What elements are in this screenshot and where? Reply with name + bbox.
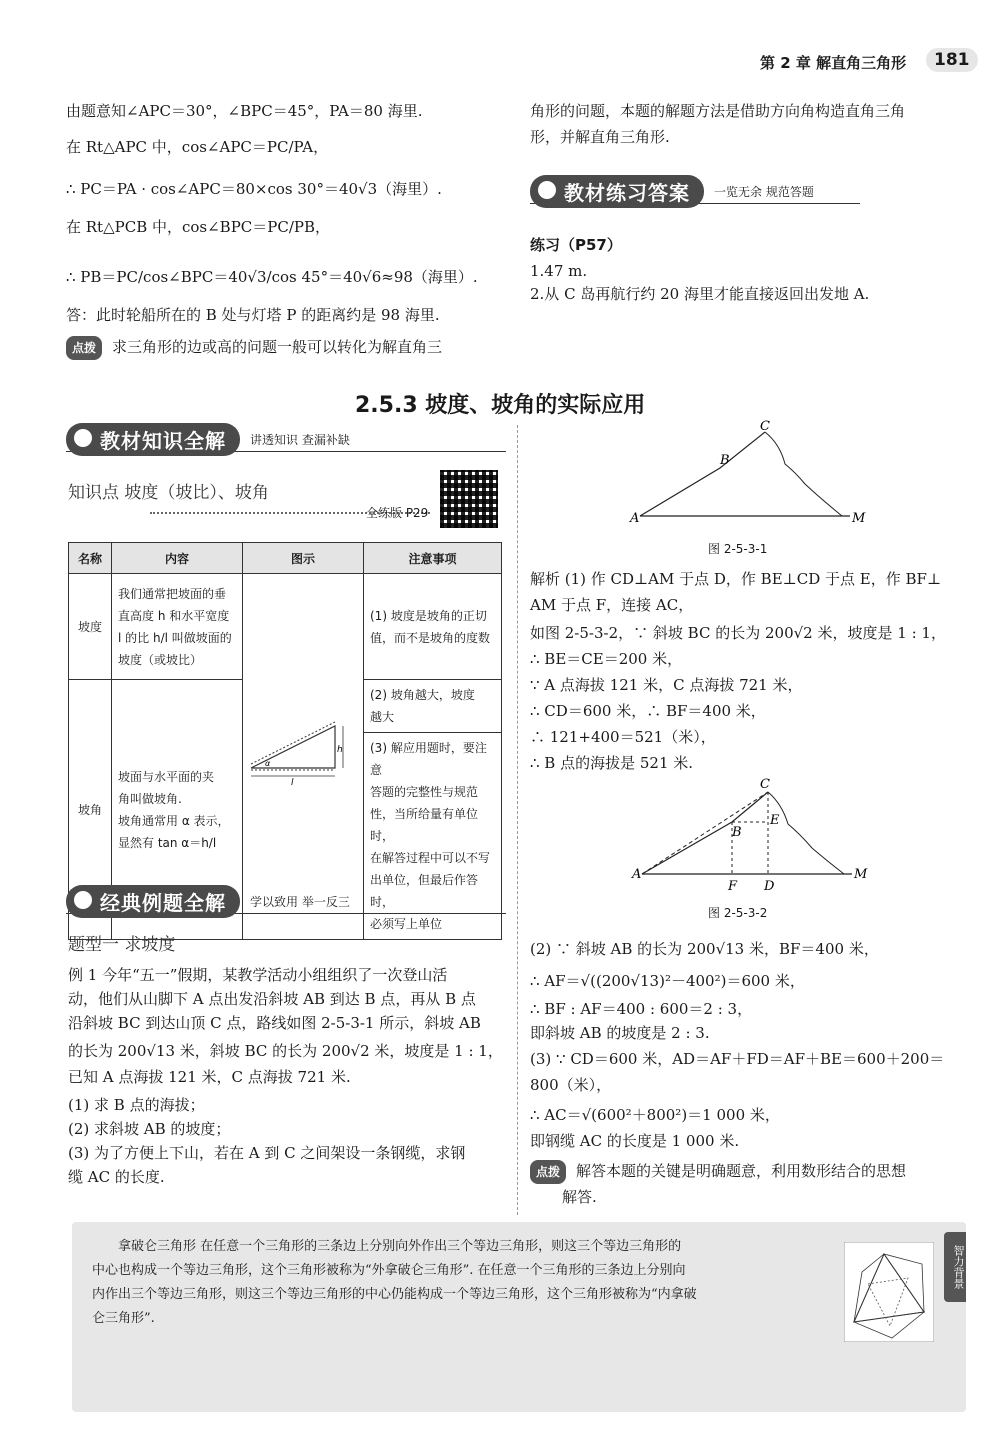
alpha-label: α [265,759,271,768]
workbook-ref: 全练版 P29 [366,506,429,520]
solution-line: ∴ AC＝√(600²＋800²)＝1 000 米， [530,1106,780,1124]
knowledge-point-title: 知识点 坡度（坡比）、坡角 [68,483,269,503]
row-name: 坡度 [69,574,112,680]
example-line: 缆 AC 的长度. [68,1168,165,1186]
example-line: 动，他们从山脚下 A 点出发沿斜坡 AB 到达 B 点，再从 B 点 [68,990,476,1008]
example-line: (1) 求 B 点的海拔； [68,1096,205,1114]
solution-line: ∴ CD＝600 米，∴ BF＝400 米， [530,702,766,720]
solution-line: ∴ BE＝CE＝200 米， [530,650,683,668]
label-B: B [720,453,730,468]
dianbo-badge: 点拨 [530,1160,566,1184]
practice-item: 1.47 m. [530,262,588,280]
row-name: 坡角 [69,680,112,940]
tip-text: 解答本题的关键是明确题意，利用数形结合的思想 [576,1162,907,1180]
example-line: 的长为 200√13 米，斜坡 BC 的长为 200√2 米，坡度是 1 : 1， [68,1042,503,1060]
figure-2-5-3-2 [620,772,870,902]
knowledge-table [68,542,502,940]
knowledge-banner: 教材知识全解 讲透知识 查漏补缺 [66,424,506,454]
solution-line: (2) ∵ 斜坡 AB 的长为 200√13 米，BF＝400 米， [530,940,879,958]
mountain-back [765,432,842,516]
label-F: F [728,879,738,894]
solution-line: ∴ BF : AF＝400 : 600＝2 : 3， [530,1000,753,1018]
solution-line: 800（米）， [530,1076,612,1094]
practice-item: 2.从 C 岛再航行约 20 海里才能直接返回出发地 A. [530,285,870,303]
example-line: 沿斜坡 BC 到达山顶 C 点，路线如图 2-5-3-1 所示，斜坡 AB [68,1014,481,1032]
figure-caption: 图 2-5-3-1 [708,542,768,556]
label-M: M [852,511,866,526]
tip-line [66,336,442,360]
chapter-header: 第 2 章 解直角三角形 [760,54,907,72]
row-content: 我们通常把坡面的垂 直高度 h 和水平宽度 l 的比 h/l 叫做坡面的 坡度（或坡比） [112,574,243,680]
label-D: D [764,879,775,894]
background-info-box [72,1222,966,1412]
slope-figure-cell [243,574,364,940]
example-line: (2) 求斜坡 AB 的坡度； [68,1120,231,1138]
examples-banner: 经典例题全解 学以致用 举一反三 [66,886,506,916]
solution-line: AM 于点 F，连接 AC， [530,596,694,614]
info-line: 仑三角形”. [92,1311,155,1326]
row-note: (2) 坡角越大，坡度 越大 [364,680,502,733]
label-C: C [760,419,770,434]
info-line: 中心也构成一个等边三角形，这个三角形被称为“外拿破仑三角形”. 在任意一个三角形的三条边上分别向 [92,1263,686,1278]
label-E: E [770,813,780,828]
label-M: M [854,867,868,882]
practice-heading: 练习（P57） [530,236,622,254]
l-label: l [291,778,294,788]
solution-line: 在 Rt△PCB 中，cos∠BPC＝PC/PB， [66,218,331,236]
solution-line: 即斜坡 AB 的坡度是 2 : 3. [530,1024,710,1042]
example-line: (3) 为了方便上下山，若在 A 到 C 之间架设一条钢缆，求钢 [68,1144,466,1162]
col-header: 注意事项 [364,543,502,574]
section-title: 2.5.3 坡度、坡角的实际应用 [355,393,646,418]
side-tab-label: 智力背景 [944,1232,966,1302]
slope-figure [243,610,363,900]
tip-continuation: 角形的问题，本题的解题方法是借助方向角构造直角三角 [530,102,906,120]
solution-line: ∴ PB＝PC/cos∠BPC＝40√3/cos 45°＝40√6≈98（海里）. [66,268,478,286]
solution-line: 如图 2-5-3-2，∵ 斜坡 BC 的长为 200√2 米，坡度是 1 : 1， [530,624,946,642]
label-A: A [632,867,642,882]
solution-line: 由题意知∠APC＝30°，∠BPC＝45°，PA＝80 海里. [66,102,423,120]
solution-line: ∵ A 点海拔 121 米，C 点海拔 721 米， [530,676,803,694]
row-content: 坡面与水平面的夹 角叫做坡角. 坡角通常用 α 表示， 显然有 tan α＝h/l [112,680,243,940]
info-line: 拿破仑三角形 在任意一个三角形的三条边上分别向外作出三个等边三角形，则这三个等边三角形的 [118,1239,682,1254]
tip-line [530,1160,906,1184]
label-A: A [630,511,640,526]
type-heading: 题型一 求坡度 [68,935,176,955]
solution-line: ∴ B 点的海拔是 521 米. [530,754,694,772]
row-note: (3) 解应用题时，要注意 答题的完整性与规范 性，当所给量有单位时， 在解答过程中可以不写 出单位，但最后作答时， 必须写上单位 [364,733,502,940]
label-C: C [760,777,770,792]
label-B: B [732,825,742,840]
figure-caption: 图 2-5-3-2 [708,906,768,920]
col-header: 名称 [69,543,112,574]
col-header: 图示 [243,543,364,574]
page-number: 181 [926,48,978,72]
speaker-icon [538,181,556,199]
dianbo-badge: 点拨 [66,336,102,360]
speaker-icon [74,429,92,447]
example-line: 已知 A 点海拔 121 米，C 点海拔 721 米. [68,1068,351,1086]
column-divider [517,425,518,1215]
answer-line: 答：此时轮船所在的 B 处与灯塔 P 的距离约是 98 海里. [66,306,440,324]
tip-text: 解答. [562,1188,597,1206]
slope-triangle [251,726,335,768]
col-header: 内容 [112,543,243,574]
solution-line: 在 Rt△APC 中，cos∠APC＝PC/PA， [66,138,329,156]
answers-banner: 教材练习答案 一览无余 规范答题 [530,176,860,206]
solution-line: (3) ∵ CD＝600 米，AD＝AF＋FD＝AF＋BE＝600＋200＝ [530,1050,945,1068]
slope-path [640,432,765,516]
solution-line: ∴ 121+400＝521（米）， [530,728,716,746]
example-line: 例 1 今年“五一”假期，某教学活动小组组织了一次登山活 [68,966,448,984]
info-line: 内作出三个等边三角形，则这三个等边三角形的中心仍能构成一个等边三角形，这个三角形被称为“内拿破 [92,1287,697,1302]
solution-line: 解析 (1) 作 CD⊥AM 于点 D，作 BE⊥CD 于点 E，作 BF⊥ [530,570,942,588]
tip-text: 求三角形的边或高的问题一般可以转化为解直角三 [112,338,443,356]
h-label: h [337,745,343,755]
solution-line: 即钢缆 AC 的长度是 1 000 米. [530,1132,740,1150]
napoleon-triangle-figure [844,1242,934,1342]
tip-continuation: 形，并解直角三角形. [530,128,670,146]
qr-code-icon[interactable] [440,470,498,528]
solution-line: ∴ AF＝√((200√13)²－400²)＝600 米， [530,972,805,990]
row-note: (1) 坡度是坡角的正切 值，而不是坡角的度数 [364,574,502,680]
cable-AC [642,792,768,874]
solution-line: ∴ PC＝PA · cos∠APC＝80×cos 30°＝40√3（海里）. [66,180,442,198]
mountain-back [768,792,844,874]
speaker-icon [74,891,92,909]
